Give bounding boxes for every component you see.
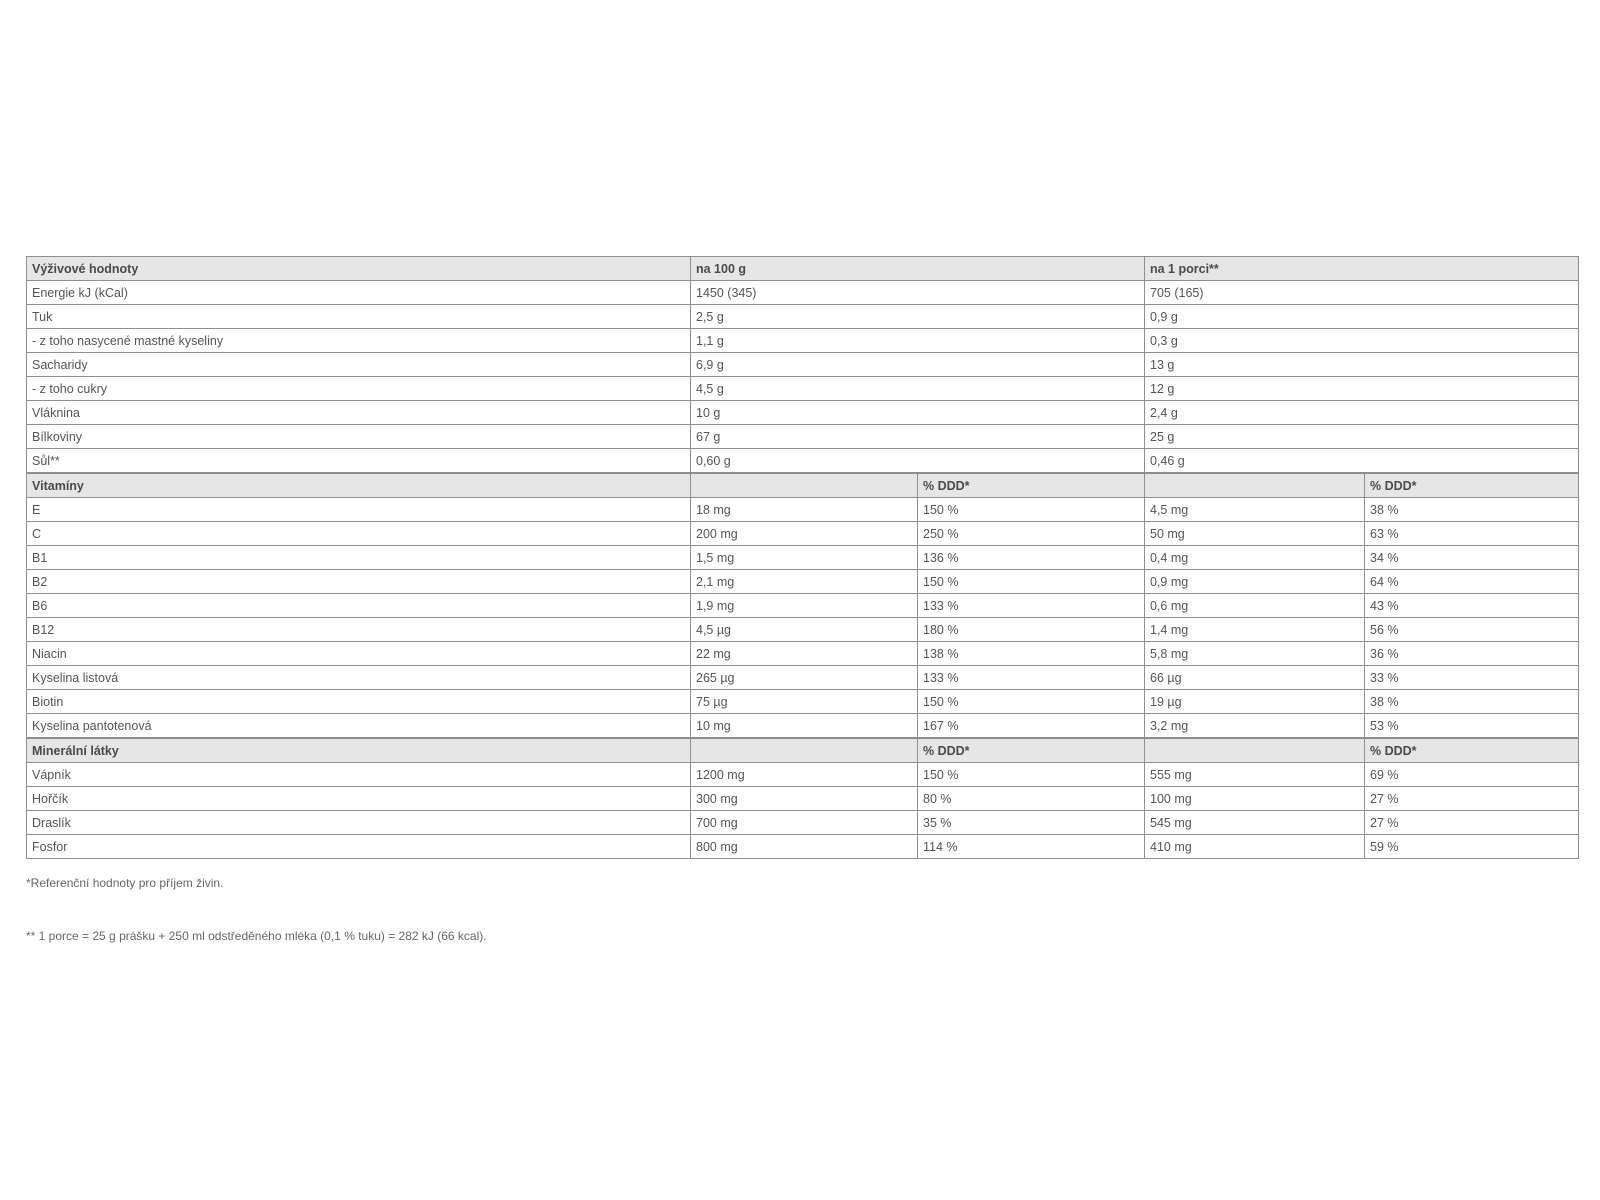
ddd-100g-cell: 150 %	[918, 498, 1145, 522]
ddd-100g-cell: 138 %	[918, 642, 1145, 666]
per-portion-cell: 545 mg	[1145, 811, 1365, 835]
ddd-portion-cell: 38 %	[1365, 498, 1579, 522]
per-100g-cell: 75 µg	[691, 690, 918, 714]
ddd-100g-cell: 114 %	[918, 835, 1145, 859]
per-100g-cell: 800 mg	[691, 835, 918, 859]
per-100g-cell: 4,5 g	[691, 377, 1145, 401]
ddd-portion-cell: 27 %	[1365, 787, 1579, 811]
per-portion-cell: 100 mg	[1145, 787, 1365, 811]
per-portion-cell: 410 mg	[1145, 835, 1365, 859]
table-row	[27, 353, 1579, 377]
per-portion-cell: 555 mg	[1145, 763, 1365, 787]
per-100g-cell: 10 g	[691, 401, 1145, 425]
per-portion-cell: 4,5 mg	[1145, 498, 1365, 522]
per-portion-cell: 2,4 g	[1145, 401, 1579, 425]
vitamins-header-row	[27, 473, 1579, 498]
nutrient-name-cell: Hořčík	[27, 787, 691, 811]
table-row	[27, 811, 1579, 835]
portion-note: ** 1 porce = 25 g prášku + 250 ml odstředěného mléka (0,1 % tuku) = 282 kJ (66 kcal).	[26, 929, 487, 943]
nutrient-name-cell: Bílkoviny	[27, 425, 691, 449]
table-row	[27, 401, 1579, 425]
ddd-portion-cell: 27 %	[1365, 811, 1579, 835]
per-100g-cell: 700 mg	[691, 811, 918, 835]
nutrient-name-cell: Niacin	[27, 642, 691, 666]
table-row	[27, 666, 1579, 690]
per-portion-cell: 0,46 g	[1145, 449, 1579, 474]
per-portion-cell: 19 µg	[1145, 690, 1365, 714]
per-portion-cell: 0,9 g	[1145, 305, 1579, 329]
header-cell-per-portion: na 1 porci**	[1145, 257, 1579, 281]
per-100g-cell: 1,9 mg	[691, 594, 918, 618]
header-cell-per-100g: na 100 g	[691, 257, 1145, 281]
per-portion-cell: 0,9 mg	[1145, 570, 1365, 594]
table-row	[27, 835, 1579, 859]
per-portion-cell: 5,8 mg	[1145, 642, 1365, 666]
ddd-100g-cell: 80 %	[918, 787, 1145, 811]
table-row	[27, 498, 1579, 522]
per-portion-cell: 0,6 mg	[1145, 594, 1365, 618]
header-cell-name: Vitamíny	[27, 473, 691, 498]
header-cell-per-portion	[1145, 473, 1365, 498]
ddd-100g-cell: 150 %	[918, 690, 1145, 714]
header-cell-ddd-100g: % DDD*	[918, 738, 1145, 763]
ddd-portion-cell: 69 %	[1365, 763, 1579, 787]
nutrient-name-cell: Fosfor	[27, 835, 691, 859]
ddd-portion-cell: 53 %	[1365, 714, 1579, 739]
nutrient-name-cell: B1	[27, 546, 691, 570]
header-cell-per-100g	[691, 738, 918, 763]
table-row	[27, 570, 1579, 594]
reference-note: *Referenční hodnoty pro příjem živin.	[26, 876, 224, 890]
ddd-portion-cell: 33 %	[1365, 666, 1579, 690]
nutrient-name-cell: Kyselina pantotenová	[27, 714, 691, 739]
header-cell-name: Minerální látky	[27, 738, 691, 763]
nutrient-name-cell: Biotin	[27, 690, 691, 714]
per-100g-cell: 1450 (345)	[691, 281, 1145, 305]
ddd-portion-cell: 38 %	[1365, 690, 1579, 714]
ddd-100g-cell: 133 %	[918, 666, 1145, 690]
per-100g-cell: 2,5 g	[691, 305, 1145, 329]
per-portion-cell: 3,2 mg	[1145, 714, 1365, 739]
per-100g-cell: 67 g	[691, 425, 1145, 449]
ddd-100g-cell: 180 %	[918, 618, 1145, 642]
header-cell-ddd-100g: % DDD*	[918, 473, 1145, 498]
ddd-portion-cell: 43 %	[1365, 594, 1579, 618]
per-100g-cell: 1,1 g	[691, 329, 1145, 353]
header-cell-per-100g	[691, 473, 918, 498]
table-row	[27, 546, 1579, 570]
ddd-100g-cell: 250 %	[918, 522, 1145, 546]
header-cell-per-portion	[1145, 738, 1365, 763]
ddd-portion-cell: 59 %	[1365, 835, 1579, 859]
table-row	[27, 329, 1579, 353]
nutrient-name-cell: B2	[27, 570, 691, 594]
per-portion-cell: 0,4 mg	[1145, 546, 1365, 570]
table-row	[27, 690, 1579, 714]
per-portion-cell: 50 mg	[1145, 522, 1365, 546]
per-100g-cell: 1,5 mg	[691, 546, 918, 570]
minerals-header-row	[27, 738, 1579, 763]
nutrient-name-cell: Energie kJ (kCal)	[27, 281, 691, 305]
per-100g-cell: 2,1 mg	[691, 570, 918, 594]
per-portion-cell: 25 g	[1145, 425, 1579, 449]
ddd-portion-cell: 56 %	[1365, 618, 1579, 642]
header-cell-ddd-portion: % DDD*	[1365, 473, 1579, 498]
table-row	[27, 377, 1579, 401]
per-portion-cell: 0,3 g	[1145, 329, 1579, 353]
table-row	[27, 642, 1579, 666]
per-100g-cell: 200 mg	[691, 522, 918, 546]
per-portion-cell: 705 (165)	[1145, 281, 1579, 305]
nutrient-name-cell: Sacharidy	[27, 353, 691, 377]
table-row	[27, 787, 1579, 811]
nutrient-name-cell: Kyselina listová	[27, 666, 691, 690]
table-row	[27, 618, 1579, 642]
nutrient-name-cell: Tuk	[27, 305, 691, 329]
nutrition-header-row	[27, 257, 1579, 281]
nutrient-name-cell: Draslík	[27, 811, 691, 835]
nutrient-name-cell: - z toho nasycené mastné kyseliny	[27, 329, 691, 353]
per-100g-cell: 1200 mg	[691, 763, 918, 787]
nutrition-table	[26, 256, 1579, 859]
table-row	[27, 305, 1579, 329]
per-100g-cell: 10 mg	[691, 714, 918, 739]
ddd-100g-cell: 136 %	[918, 546, 1145, 570]
ddd-100g-cell: 150 %	[918, 570, 1145, 594]
per-100g-cell: 300 mg	[691, 787, 918, 811]
nutrient-name-cell: Vláknina	[27, 401, 691, 425]
nutrient-name-cell: Vápník	[27, 763, 691, 787]
ddd-100g-cell: 35 %	[918, 811, 1145, 835]
ddd-portion-cell: 64 %	[1365, 570, 1579, 594]
ddd-portion-cell: 36 %	[1365, 642, 1579, 666]
table-row	[27, 425, 1579, 449]
per-100g-cell: 22 mg	[691, 642, 918, 666]
table-row	[27, 594, 1579, 618]
ddd-100g-cell: 167 %	[918, 714, 1145, 739]
header-cell-ddd-portion: % DDD*	[1365, 738, 1579, 763]
per-portion-cell: 66 µg	[1145, 666, 1365, 690]
table-row	[27, 714, 1579, 739]
ddd-100g-cell: 133 %	[918, 594, 1145, 618]
table-row	[27, 522, 1579, 546]
header-cell-nutrient: Výživové hodnoty	[27, 257, 691, 281]
nutrient-name-cell: B6	[27, 594, 691, 618]
per-100g-cell: 0,60 g	[691, 449, 1145, 474]
table-row	[27, 281, 1579, 305]
nutrient-name-cell: C	[27, 522, 691, 546]
table-row	[27, 449, 1579, 474]
nutrient-name-cell: E	[27, 498, 691, 522]
per-portion-cell: 13 g	[1145, 353, 1579, 377]
table-row	[27, 763, 1579, 787]
per-100g-cell: 265 µg	[691, 666, 918, 690]
per-portion-cell: 12 g	[1145, 377, 1579, 401]
per-100g-cell: 6,9 g	[691, 353, 1145, 377]
ddd-portion-cell: 63 %	[1365, 522, 1579, 546]
nutrient-name-cell: B12	[27, 618, 691, 642]
per-100g-cell: 4,5 µg	[691, 618, 918, 642]
ddd-portion-cell: 34 %	[1365, 546, 1579, 570]
per-portion-cell: 1,4 mg	[1145, 618, 1365, 642]
per-100g-cell: 18 mg	[691, 498, 918, 522]
nutrient-name-cell: - z toho cukry	[27, 377, 691, 401]
nutrition-table-body	[27, 257, 1579, 859]
nutrient-name-cell: Sůl**	[27, 449, 691, 474]
ddd-100g-cell: 150 %	[918, 763, 1145, 787]
